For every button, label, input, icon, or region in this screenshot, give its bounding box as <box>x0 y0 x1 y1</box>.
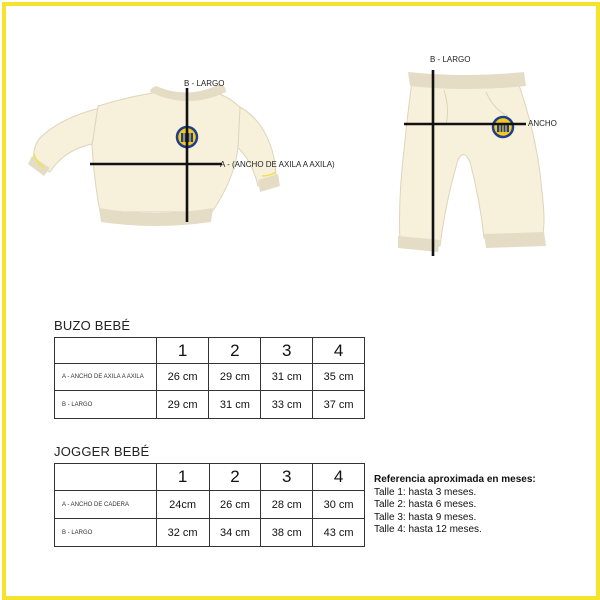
jogger-largo-label: B - LARGO <box>430 55 471 64</box>
buzo-ancho-label: A - (ANCHO DE AXILA A AXILA) <box>220 160 335 169</box>
reference-line: Talle 3: hasta 9 meses. <box>374 511 477 523</box>
table-cell: 26 cm <box>156 364 209 391</box>
size-header: 3 <box>261 464 313 491</box>
table-row <box>55 491 365 519</box>
buzo-size-table <box>54 337 365 419</box>
reference-line: Talle 2: hasta 6 meses. <box>374 499 477 510</box>
table-cell: 37 cm <box>313 391 365 419</box>
table-cell: 31 cm <box>209 391 261 419</box>
size-header: 2 <box>209 464 261 491</box>
size-header: 2 <box>209 338 261 364</box>
row-label: B - LARGO <box>55 519 157 547</box>
table-header-row <box>55 338 365 364</box>
table-cell: 32 cm <box>156 519 209 547</box>
table-cell: 30 cm <box>313 491 365 519</box>
size-header: 4 <box>313 464 365 491</box>
table-corner-cell <box>55 338 157 364</box>
reference-title: Referencia aproximada en meses: <box>374 474 536 485</box>
buzo-section-title: BUZO BEBÉ <box>54 318 131 333</box>
table-corner-cell <box>55 464 157 491</box>
jogger-ancho-label: ANCHO <box>528 119 557 128</box>
size-header: 1 <box>156 338 209 364</box>
table-cell: 33 cm <box>261 391 313 419</box>
row-label: A - ANCHO DE AXILA A AXILA <box>55 364 157 391</box>
table-cell: 26 cm <box>209 491 261 519</box>
table-row <box>55 519 365 547</box>
table-cell: 38 cm <box>261 519 313 547</box>
table-row <box>55 391 365 419</box>
size-header: 3 <box>261 338 313 364</box>
table-header-row <box>55 464 365 491</box>
table-cell: 29 cm <box>156 391 209 419</box>
jogger-size-table <box>54 463 365 547</box>
table-cell: 35 cm <box>313 364 365 391</box>
jogger-section-title: JOGGER BEBÉ <box>54 444 150 459</box>
jogger-illustration <box>398 70 546 256</box>
reference-line: Talle 1: hasta 3 meses. <box>374 486 477 498</box>
size-header: 4 <box>313 338 365 364</box>
row-label: B - LARGO <box>55 391 157 419</box>
table-cell: 34 cm <box>209 519 261 547</box>
sweatshirt-illustration <box>28 84 280 226</box>
table-cell: 24cm <box>156 491 209 519</box>
table-cell: 43 cm <box>313 519 365 547</box>
buzo-largo-label: B - LARGO <box>184 79 225 88</box>
reference-box <box>374 474 536 537</box>
table-cell: 28 cm <box>261 491 313 519</box>
reference-line: Talle 4: hasta 12 meses. <box>374 524 482 535</box>
club-badge-icon <box>493 117 513 137</box>
table-cell: 31 cm <box>261 364 313 391</box>
table-row <box>55 364 365 391</box>
size-header: 1 <box>156 464 209 491</box>
row-label: A - ANCHO DE CADERA <box>55 491 157 519</box>
table-cell: 29 cm <box>209 364 261 391</box>
